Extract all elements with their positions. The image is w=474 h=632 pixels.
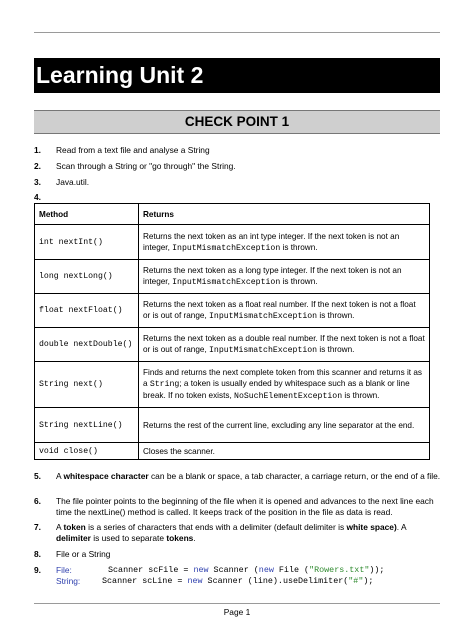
returns-cell: Returns the rest of the current line, excluding any line separator at the end. xyxy=(139,408,430,443)
returns-cell: Returns the next token as a double real number. If the next token is not a float or is out of range, InputMismatchException is thrown. xyxy=(139,328,430,362)
item-number: 5. xyxy=(34,471,41,481)
column-header-method: Method xyxy=(35,204,139,225)
item-number: 2. xyxy=(34,161,41,171)
code-label: File: xyxy=(56,565,72,575)
item-text: A whitespace character can be a blank or space, a tab character, a carriage return, or the end of a file. xyxy=(56,471,441,481)
scanner-methods-table xyxy=(34,203,430,460)
item-text: File or a String xyxy=(56,549,111,559)
method-cell: String nextLine() xyxy=(35,408,139,443)
checkpoint-title: CHECK POINT 1 xyxy=(34,110,440,134)
page-number: Page 1 xyxy=(223,607,251,617)
code-line-file xyxy=(56,565,441,576)
item-text: Java.util. xyxy=(56,177,90,187)
table-row xyxy=(35,225,430,260)
item-text: Scan through a String or "go through" the String. xyxy=(56,161,236,171)
table-header-row xyxy=(35,204,430,225)
item-text: Read from a text file and analyse a String xyxy=(56,145,210,155)
code-label: String: xyxy=(56,576,81,586)
item-text: A token is a series of characters that ends with a delimiter (default delimiter is white space). A delimiter is used to separate tokens. xyxy=(56,522,407,543)
column-header-returns: Returns xyxy=(139,204,430,225)
table-row xyxy=(35,328,430,362)
method-cell: String next() xyxy=(35,362,139,408)
returns-cell: Returns the next token as a long type integer. If the next token is not an integer, InputMismatchException is thrown. xyxy=(139,260,430,294)
item-number: 8. xyxy=(34,549,41,559)
method-cell: double nextDouble() xyxy=(35,328,139,362)
unit-title: Learning Unit 2 xyxy=(34,58,440,93)
table-row xyxy=(35,294,430,328)
code-text: Scanner scLine = new Scanner (line).useDelimiter("#"); xyxy=(102,576,374,586)
table-row xyxy=(35,443,430,460)
bottom-rule xyxy=(34,603,440,604)
item-number: 7. xyxy=(34,522,41,532)
code-text: Scanner scFile = new Scanner (new File ("Rowers.txt")); xyxy=(108,565,385,575)
item-text: The file pointer points to the beginning of the file when it is opened and advances to the next line each time the nextLine() method is called. It keeps track of the position in the file as data is read. xyxy=(56,496,434,517)
code-lines xyxy=(56,565,441,587)
item-number: 6. xyxy=(34,496,41,506)
table-row xyxy=(35,260,430,294)
method-cell: int nextInt() xyxy=(35,225,139,260)
item-number: 9. xyxy=(34,565,41,575)
method-cell: void close() xyxy=(35,443,139,460)
returns-cell: Finds and returns the next complete token from this scanner and returns it as a String; a token is usually ended by whitespace such as a blank or line break. If no token exists, NoSuchElementException is thrown. xyxy=(139,362,430,408)
table-row xyxy=(35,408,430,443)
returns-cell: Closes the scanner. xyxy=(139,443,430,460)
returns-cell: Returns the next token as a float real number. If the next token is not a float or is out of range, InputMismatchException is thrown. xyxy=(139,294,430,328)
method-cell: long nextLong() xyxy=(35,260,139,294)
item-number: 1. xyxy=(34,145,41,155)
returns-cell: Returns the next token as an int type integer. If the next token is not an integer, InputMismatchException is thrown. xyxy=(139,225,430,260)
table-row xyxy=(35,362,430,408)
item-number: 4. xyxy=(34,192,41,202)
item-number: 3. xyxy=(34,177,41,187)
method-cell: float nextFloat() xyxy=(35,294,139,328)
top-rule xyxy=(34,32,440,33)
code-line-string xyxy=(56,576,441,587)
